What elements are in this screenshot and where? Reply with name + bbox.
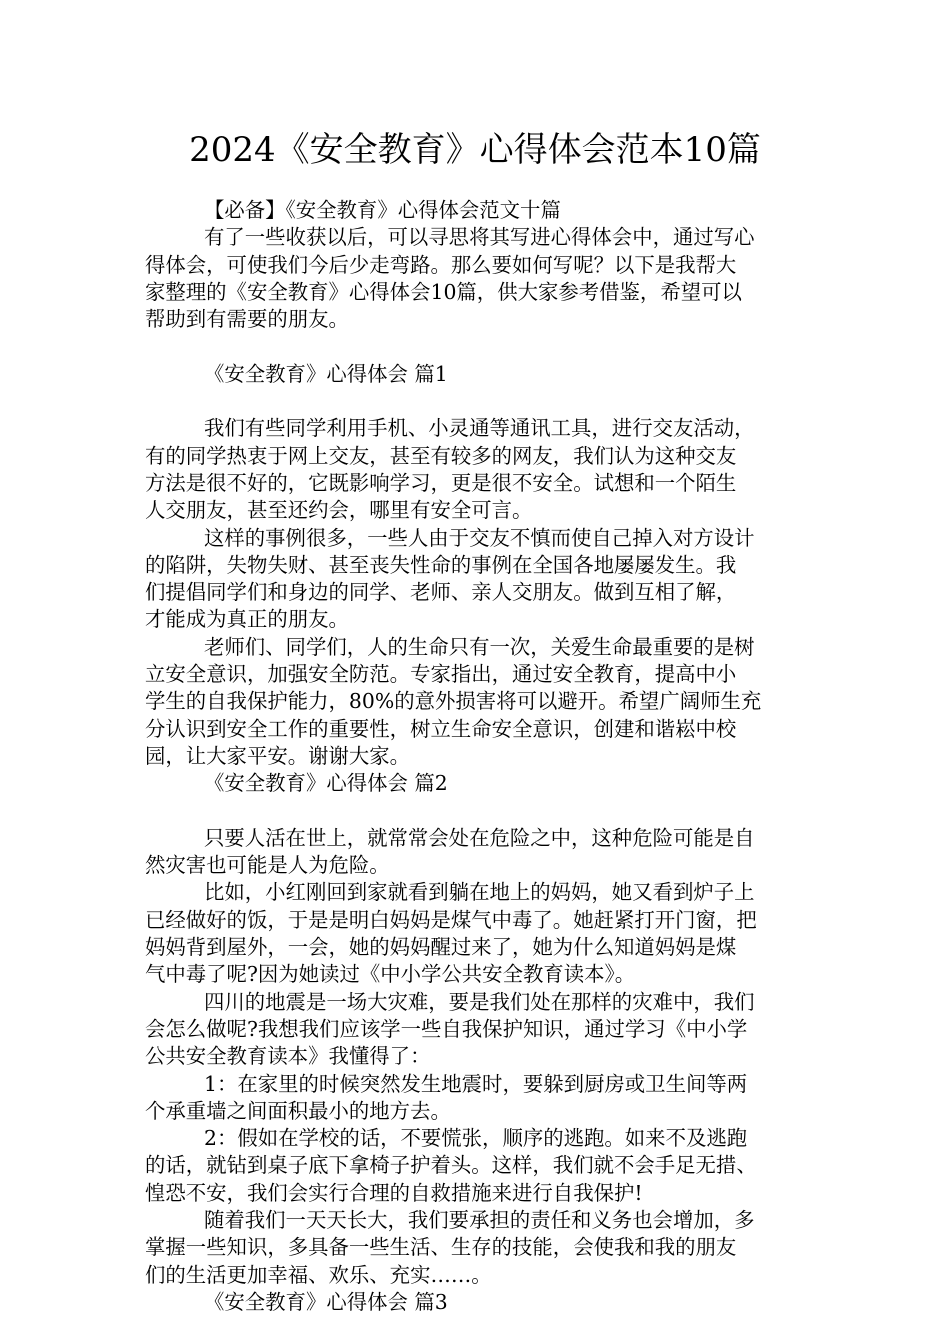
text-line: 2：假如在学校的话，不要慌张，顺序的逃跑。如来不及逃跑 — [204, 1126, 748, 1151]
text-line: 们提倡同学们和身边的同学、老师、亲人交朋友。做到互相了解， — [145, 580, 737, 605]
text-line: 1：在家里的时候突然发生地震时，要躲到厨房或卫生间等两 — [204, 1071, 748, 1096]
text-line: 个承重墙之间面积最小的地方去。 — [145, 1098, 451, 1123]
text-line: 分认识到安全工作的重要性，树立生命安全意识，创建和谐崧中校 — [145, 716, 737, 741]
text-line: 《安全教育》心得体会 篇2 — [204, 771, 448, 796]
text-line: 然灾害也可能是人为危险。 — [145, 853, 390, 878]
text-line: 才能成为真正的朋友。 — [145, 607, 349, 632]
text-line: 立安全意识，加强安全防范。专家指出，通过安全教育，提高中小 — [145, 662, 737, 687]
text-line: 惶恐不安，我们会实行合理的自救措施来进行自我保护! — [145, 1180, 643, 1205]
text-line: 学生的自我保护能力，80%的意外损害将可以避开。希望广阔师生充 — [145, 689, 762, 714]
text-line: 我们有些同学利用手机、小灵通等通讯工具，进行交友活动， — [204, 416, 755, 441]
document-body — [145, 197, 805, 1316]
text-line: 公共安全教育读本》我懂得了： — [145, 1044, 431, 1069]
text-line: 四川的地震是一场大灾难，要是我们处在那样的灾难中，我们 — [204, 989, 755, 1014]
text-line: 得体会，可使我们今后少走弯路。那么要如何写呢？以下是我帮大 — [145, 252, 737, 277]
text-line: 《安全教育》心得体会 篇1 — [204, 361, 448, 386]
text-line: 有的同学热衷于网上交友，甚至有较多的网友，我们认为这种交友 — [145, 443, 737, 468]
blank-line — [145, 798, 805, 825]
text-line: 【必备】《安全教育》心得体会范文十篇 — [204, 198, 561, 222]
text-line: 只要人活在世上，就常常会处在危险之中，这种危险可能是自 — [204, 825, 755, 850]
text-line: 《安全教育》心得体会 篇3 — [204, 1289, 448, 1314]
text-line: 妈妈背到屋外，一会，她的妈妈醒过来了，她为什么知道妈妈是煤 — [145, 935, 737, 960]
text-line: 会怎么做呢?我想我们应该学一些自我保护知识，通过学习《中小学 — [145, 1016, 748, 1041]
text-line: 园，让大家平安。谢谢大家。 — [145, 743, 411, 768]
text-line: 随着我们一天天长大，我们要承担的责任和义务也会增加，多 — [204, 1207, 755, 1232]
text-line: 掌握一些知识，多具备一些生活、生存的技能，会使我和我的朋友 — [145, 1235, 737, 1260]
text-line: 人交朋友，甚至还约会，哪里有安全可言。 — [145, 498, 533, 523]
text-line: 这样的事例很多，一些人由于交友不慎而使自己掉入对方设计 — [204, 525, 755, 550]
text-line: 的话，就钻到桌子底下拿椅子护着头。这样，我们就不会手足无措、 — [145, 1153, 757, 1178]
text-line: 已经做好的饭，于是是明白妈妈是煤气中毒了。她赶紧打开门窗，把 — [145, 907, 757, 932]
text-line: 老师们、同学们，人的生命只有一次，关爱生命最重要的是树 — [204, 634, 755, 659]
blank-line — [145, 388, 805, 415]
blank-line — [145, 333, 805, 360]
document-title: 2024《安全教育》心得体会范本10篇 — [189, 130, 761, 170]
text-line: 们的生活更加幸福、欢乐、充实……。 — [145, 1262, 492, 1287]
text-line: 帮助到有需要的朋友。 — [145, 307, 349, 332]
text-line: 气中毒了呢?因为她读过《中小学公共安全教育读本》。 — [145, 962, 636, 987]
text-line: 比如，小红刚回到家就看到躺在地上的妈妈，她又看到炉子上 — [204, 880, 755, 905]
text-line: 有了一些收获以后，可以寻思将其写进心得体会中，通过写心 — [204, 225, 755, 250]
text-line: 方法是很不好的，它既影响学习，更是很不安全。试想和一个陌生 — [145, 470, 737, 495]
text-line: 的陷阱，失物失财、甚至丧失性命的事例在全国各地屡屡发生。我 — [145, 552, 737, 577]
text-line: 家整理的《安全教育》心得体会10篇，供大家参考借鉴，希望可以 — [145, 279, 742, 304]
